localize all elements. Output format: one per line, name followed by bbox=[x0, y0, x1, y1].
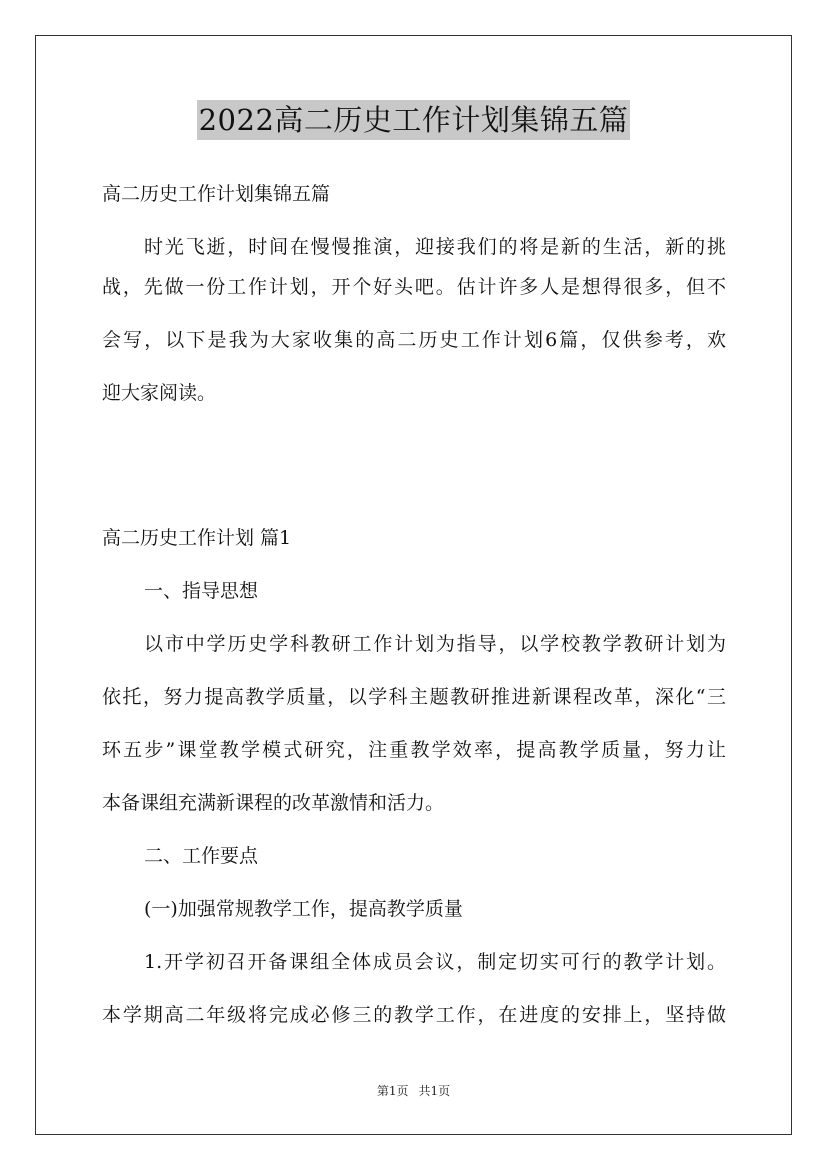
intro-line-1: 时光飞逝，时间在慢慢推演，迎接我们的将是新的生活，新的挑 bbox=[144, 236, 726, 258]
para-1-line-3: 环五步”课堂教学模式研究，注重教学效率，提高教学质量，努力让 bbox=[102, 739, 726, 761]
page-number: 第1页 bbox=[376, 1084, 409, 1098]
total-pages: 共1页 bbox=[418, 1084, 451, 1098]
para-2-line-1: 1.开学初召开备课组全体成员会议，制定切实可行的教学计划。 bbox=[144, 951, 726, 973]
para-1-line-2: 依托，努力提高教学质量，以学科主题教研推进新课程改革，深化“三 bbox=[102, 686, 726, 708]
subheading-routine-teaching: (一)加强常规教学工作，提高教学质量 bbox=[144, 898, 463, 920]
page-footer bbox=[0, 1082, 827, 1099]
intro-line-4: 迎大家阅读。 bbox=[102, 382, 217, 404]
section-title: 高二历史工作计划 篇1 bbox=[102, 527, 292, 549]
title-container bbox=[0, 100, 827, 140]
heading-work-points: 二、工作要点 bbox=[144, 845, 259, 867]
para-1-line-1: 以市中学历史学科教研工作计划为指导，以学校教学教研计划为 bbox=[144, 633, 726, 655]
document-body bbox=[102, 174, 726, 1035]
intro-line-3: 会写，以下是我为大家收集的高二历史工作计划6篇，仅供参考，欢 bbox=[102, 329, 726, 351]
heading-guiding-ideology: 一、指导思想 bbox=[144, 580, 259, 602]
para-1-line-4: 本备课组充满新课程的改革激情和活力。 bbox=[102, 792, 445, 814]
document-subtitle: 高二历史工作计划集锦五篇 bbox=[102, 183, 331, 205]
document-title: 2022高二历史工作计划集锦五篇 bbox=[197, 100, 631, 140]
intro-line-2: 战，先做一份工作计划，开个好头吧。估计许多人是想得很多，但不 bbox=[102, 276, 726, 298]
para-2-line-2: 本学期高二年级将完成必修三的教学工作，在进度的安排上，坚持做 bbox=[102, 1004, 726, 1026]
